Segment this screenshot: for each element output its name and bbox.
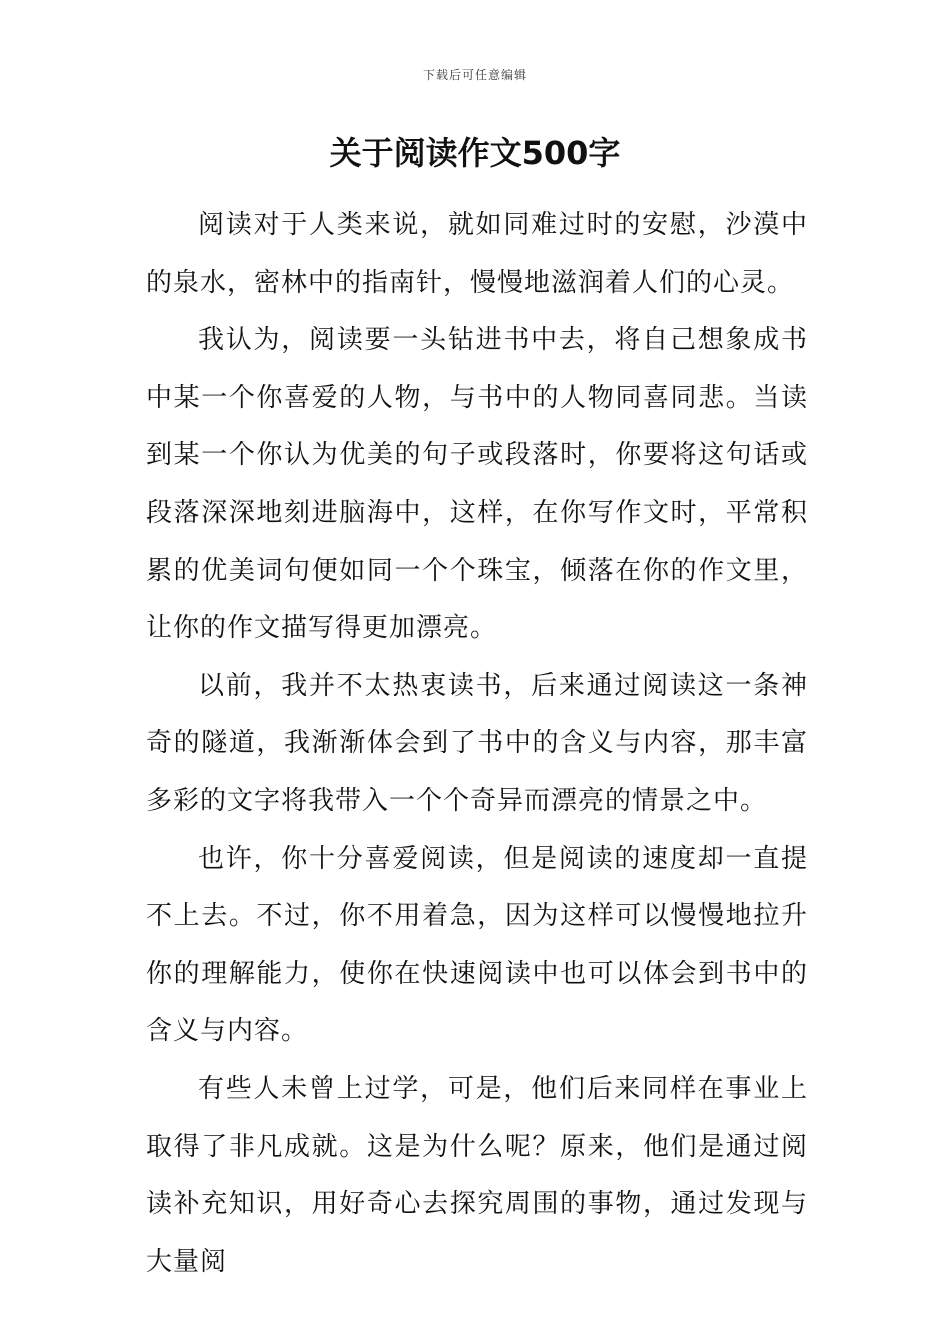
paragraph: 有些人未曾上过学，可是，他们后来同样在事业上取得了非凡成就。这是为什么呢？原来，他们是通过阅读补充知识，用好奇心去探究周围的事物，通过发现与大量阅 xyxy=(146,1073,808,1277)
article-body xyxy=(146,197,808,1291)
header-note: 下载后可任意编辑 xyxy=(422,68,527,82)
paragraph: 我认为，阅读要一头钻进书中去，将自己想象成书中某一个你喜爱的人物，与书中的人物同喜同悲。当读到某一个你认为优美的句子或段落时，你要将这句话或段落深深地刻进脑海中，这样，在你写作文时，平常积累的优美词句便如同一个个珠宝，倾落在你的作文里，让你的作文描写得更加漂亮。 xyxy=(146,325,808,644)
paragraph: 也许，你十分喜爱阅读，但是阅读的速度却一直提不上去。不过，你不用着急，因为这样可以慢慢地拉升你的理解能力，使你在快速阅读中也可以体会到书中的含义与内容。 xyxy=(146,843,808,1047)
paragraph: 阅读对于人类来说，就如同难过时的安慰，沙漠中的泉水，密林中的指南针，慢慢地滋润着人们的心灵。 xyxy=(146,210,808,298)
page-title: 关于阅读作文500字 xyxy=(329,134,621,172)
paragraph: 以前，我并不太热衷读书，后来通过阅读这一条神奇的隧道，我渐渐体会到了书中的含义与内容，那丰富多彩的文字将我带入一个个奇异而漂亮的情景之中。 xyxy=(146,670,808,816)
